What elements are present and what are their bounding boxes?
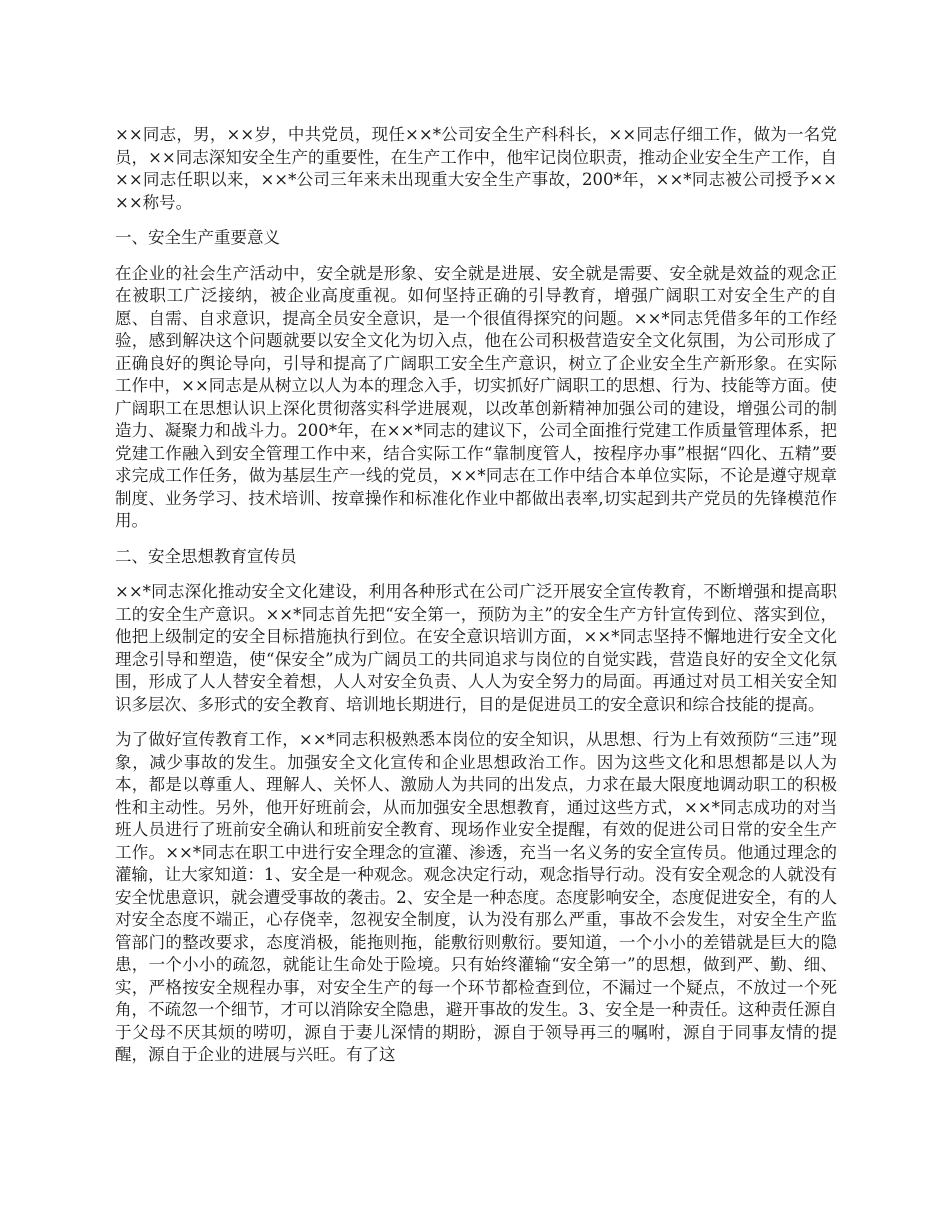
section2-paragraph-1: ××*同志深化推动安全文化建设，利用各种形式在公司广泛开展安全宣传教育，不断增强和提高职工的安全生产意识。××*同志首先把“安全第一，预防为主”的安全生产方针宣传到位、落实到位，他把上级制定的安全目标措施执行到位。在安全意识培训方面，××*同志坚持不懈地进行安全文化理念引导和塑造，使“保安全”成为广阔员工的共同追求与岗位的自觉实践，营造良好的安全文化氛围，形成了人人替安全着想，人人对安全负责、人人为安全努力的局面。再通过对员工相关安全知识多层次、多形式的安全教育、培训地长期进行，目的是促进员工的安全意识和综合技能的提高。: [115, 582, 837, 714]
document-page: [115, 124, 837, 1080]
section-heading-significance: 一、安全生产重要意义: [115, 228, 280, 247]
section2-paragraph-2: 为了做好宣传教育工作，××*同志积极熟悉本岗位的安全知识，从思想、行为上有效预防“三违”现象，减少事故的发生。加强安全文化宣传和企业思想政治工作。因为这些文化和思想都是以人为本，都是以尊重人、理解人、关怀人、激励人为共同的出发点，力求在最大限度地调动职工的积极性和主动性。另外，他开好班前会，从而加强安全思想教育，通过这些方式，××*同志成功的对当班人员进行了班前安全确认和班前安全教育、现场作业安全提醒，有效的促进公司日常的安全生产工作。××*同志在职工中进行安全理念的宣灌、渗透，充当一名义务的安全宣传员。他通过理念的灌输，让大家知道：1、安全是一种观念。观念决定行动，观念指导行动。没有安全观念的人就没有安全忧患意识，就会遭受事故的袭击。2、安全是一种态度。态度影响安全，态度促进安全，有的人对安全态度不端正，心存侥幸，忽视安全制度，认为没有那么严重，事故不会发生，对安全生产监管部门的整改要求，态度消极，能拖则拖，能敷衍则敷衍。要知道，一个小小的差错就是巨大的隐患，一个小小的疏忽，就能让生命处于险境。只有始终灌输“安全第一”的思想，做到严、勤、细、实，严格按安全规程办事，对安全生产的每一个环节都检查到位，不漏过一个疑点，不放过一个死角，不疏忽一个细节，才可以消除安全隐患，避开事故的发生。3、安全是一种责任。这种责任源自于父母不厌其烦的唠叨，源自于妻儿深情的期盼，源自于领导再三的嘱咐，源自于同事友情的提醒，源自于企业的进展与兴旺。有了这: [115, 730, 837, 1064]
intro-paragraph: ××同志，男，××岁，中共党员，现任××*公司安全生产科科长，××同志仔细工作，做为一名党员，××同志深知安全生产的重要性，在生产工作中，他牢记岗位职责，推动企业安全生产工作，自××同志任职以来，××*公司三年来未出现重大安全生产事故，200*年，××*同志被公司授予××××称号。: [115, 125, 837, 212]
section1-paragraph: 在企业的社会生产活动中，安全就是形象、安全就是进展、安全就是需要、安全就是效益的观念正在被职工广泛接纳，被企业高度重视。如何坚持正确的引导教育，增强广阔职工对安全生产的自愿、自需、自求意识，提高全员安全意识，是一个很值得探究的问题。××*同志凭借多年的工作经验，感到解决这个问题就要以安全文化为切入点，他在公司积极营造安全文化氛围，为公司形成了正确良好的舆论导向，引导和提高了广阔职工安全生产意识，树立了企业安全生产新形象。在实际工作中，××同志是从树立以人为本的理念入手，切实抓好广阔职工的思想、行为、技能等方面。使广阔职工在思想认识上深化贯彻落实科学进展观，以改革创新精神加强公司的建设，增强公司的制造力、凝聚力和战斗力。200*年，在××*同志的建议下，公司全面推行党建工作质量管理体系，把党建工作融入到安全管理工作中来，结合实际工作“靠制度管人，按程序办事”根据“四化、五精”要求完成工作任务，做为基层生产一线的党员，××*同志在工作中结合本单位实际，不论是遵守规章制度、业务学习、技术培训、按章操作和标准化作业中都做出表率,切实起到共产党员的先锋模范作用。: [115, 263, 837, 530]
section-heading-education: 二、安全思想教育宣传员: [115, 546, 297, 566]
